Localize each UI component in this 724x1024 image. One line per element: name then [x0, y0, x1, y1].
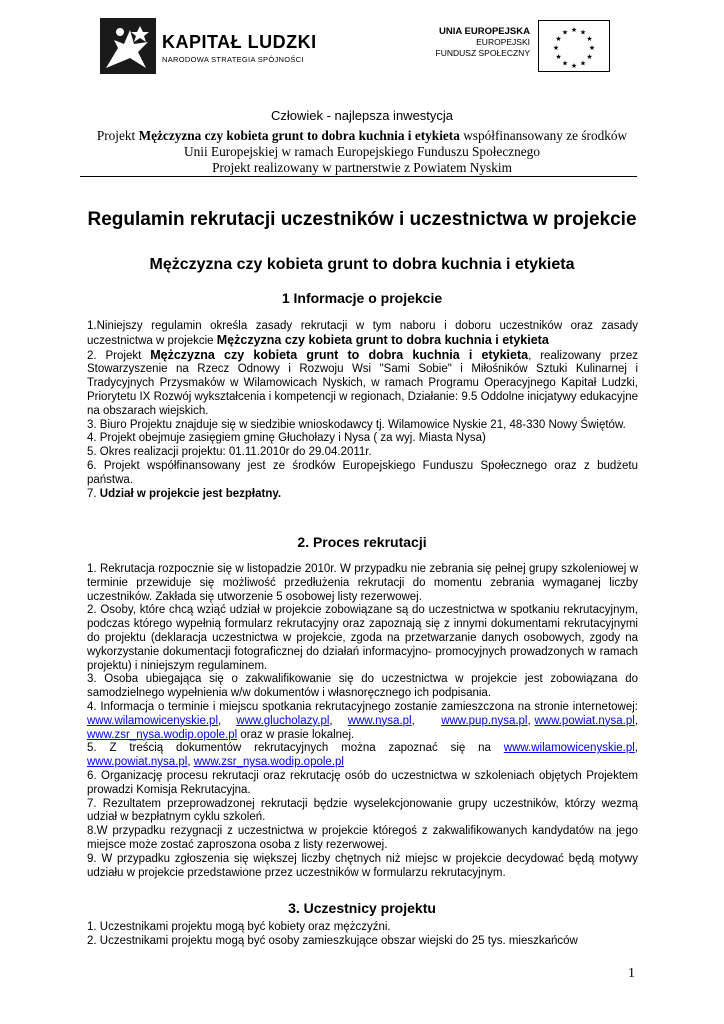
- link-wilamowicenyskie[interactable]: www.wilamowicenyskie.pl: [87, 714, 219, 727]
- section1-item2: [87, 349, 638, 419]
- section2-item8: 8.W przypadku rezygnacji z uczestnictwa w projekcie któregoś z zakwalifikowanych kandydatów na jego miejsce może zostać zaproszona osoba z listy rezerwowej.: [87, 825, 638, 851]
- section1-item7: [87, 488, 638, 502]
- document-title: Regulamin rekrutacji uczestników i uczestnictwa w projekcie: [87, 209, 637, 230]
- section1-item2-post: , realizowany przez Stowarzyszenie na Rzecz Odnowy i Rozwoju Wsi "Sami Sobie" i Miłośników Sztuki Kulinarnej i Tradycyjnych Przysmaków w Wilamowicach Nyskich, w ramach Programu Operacyjnego Kapitał Ludzki, Priorytetu IX Rozwój wykształcenia i kompetencji w regionach, Działanie: 9.5 Oddolne inicjatywy edukacyjne na obszarach wiejskich.: [87, 349, 638, 417]
- section3-item2: 2. Uczestnikami projektu mogą być osoby zamieszkujące obszar wiejski do 25 tys. mieszkańców: [87, 934, 578, 947]
- kapital-ludzki-logo: [100, 18, 330, 74]
- section1-item1: [87, 320, 638, 349]
- project-header-line3: Projekt realizowany w partnerstwie z Powiatem Nyskim: [212, 160, 512, 175]
- section1-body: [87, 320, 638, 501]
- section1-item1-text: 1.Niniejszy regulamin określa zasady rekrutacji w tym naboru i doboru uczestników oraz zasady uczestnictwa w projekcie: [87, 320, 638, 347]
- section2-heading: 2. Proces rekrutacji: [297, 534, 427, 550]
- svg-text:★: ★: [561, 59, 569, 68]
- section1-item7-pre: 7.: [87, 487, 100, 500]
- section2-item4-pre: 4. Informacja o terminie i miejscu spotkania rekrutacyjnego zostanie zamieszczona na stronie internetowej:: [87, 700, 638, 713]
- link-wilamowicenyskie-2[interactable]: www.wilamowicenyskie.pl: [503, 742, 635, 755]
- svg-text:★: ★: [570, 26, 578, 34]
- link-zsr-nysa[interactable]: www.zsr_nysa.wodip.opole.pl: [87, 728, 238, 741]
- svg-text:★: ★: [570, 62, 578, 70]
- project-header-post: współfinansowany ze środków: [459, 128, 628, 143]
- eu-logo-text: [436, 26, 530, 59]
- svg-text:★: ★: [588, 44, 596, 52]
- link-pup-nysa[interactable]: www.pup.nysa.pl: [441, 714, 528, 727]
- section3-item1: 1. Uczestnikami projektu mogą być kobiety oraz mężczyźni.: [87, 921, 391, 933]
- section2-item6: 6. Organizację procesu rekrutacji oraz rekrutację osób do uczestnictwa w szkoleniach objętych Projektem prowadzi Komisja Rekrutacyjna.: [87, 769, 638, 796]
- section2-item5: 5. Z treścią dokumentów rekrutacyjnych można zapoznać się na www.wilamowicenyskie.pl, www.powiat.nysa.pl, www.zsr_nysa.wodip.opole.pl: [87, 742, 638, 769]
- section2-item3: 3. Osoba ubiegająca się o zakwalifikowanie się do uczestnictwa w projekcie jest zobowiązana do samodzielnego wypełnienia w/w dokumentów i własnoręcznego ich podpisania.: [87, 673, 638, 700]
- eu-logo-line3: FUNDUSZ SPOŁECZNY: [435, 48, 530, 58]
- eu-logo-line1: UNIA EUROPEJSKA: [439, 26, 530, 37]
- section2-item4: 4. Informacja o terminie i miejscu spotkania rekrutacyjnego zostanie zamieszczona na stronie internetowej: www.wilamowicenyskie.pl, www.glucholazy.pl, www.nysa.pl, www.pup.nysa.pl, www.powiat.nysa.pl, www.zsr_nysa.wodip.opole.pl oraz w prasie lokalnej.: [87, 700, 639, 741]
- svg-text:★: ★: [586, 53, 593, 61]
- section3-heading: 3. Uczestnicy projektu: [288, 900, 436, 916]
- svg-text:★: ★: [579, 28, 587, 37]
- section2-item5-pre: 5. Z treścią dokumentów rekrutacyjnych można zapoznać się na: [87, 742, 504, 755]
- project-header-pre: Projekt: [96, 128, 139, 143]
- project-header: [80, 128, 644, 176]
- link-powiat-nysa[interactable]: www.powiat.nysa.pl: [534, 714, 635, 727]
- section2-item9: 9. W przypadku zgłoszenia się większej liczby chętnych niż miejsc w projekcie decydować będą motywy udziału w projekcie przedstawione przez uczestników w formularzu rekrutacyjnym.: [87, 852, 638, 879]
- link-powiat-nysa-2[interactable]: www.powiat.nysa.pl: [87, 756, 188, 769]
- section1-item1-project-name: Mężczyzna czy kobieta grunt to dobra kuchnia i etykieta: [216, 332, 549, 347]
- project-header-name: Mężczyzna czy kobieta grunt to dobra kuchnia i etykieta: [138, 128, 460, 143]
- section1-item7-bold: Udział w projekcie jest bezpłatny.: [99, 487, 282, 500]
- project-header-line2: Unii Europejskiej w ramach Europejskiego Funduszu Społecznego: [184, 144, 540, 159]
- section1-item3: 3. Biuro Projektu znajduje się w siedzibie wnioskodawcy tj. Wilamowice Nyskie 21, 48-330 Nowy Świętów.: [87, 418, 626, 431]
- svg-text:★: ★: [555, 35, 562, 43]
- document-subtitle: Mężczyzna czy kobieta grunt to dobra kuchnia i etykieta: [149, 256, 575, 273]
- eu-logo: [420, 20, 610, 72]
- section1-item4: 4. Projekt obejmuje zasięgiem gminę Głuchołazy i Nysa ( za wyj. Miasta Nysa): [87, 432, 486, 445]
- section2-body: [87, 563, 638, 880]
- kapital-ludzki-subtitle: NARODOWA STRATEGIA SPÓJNOŚCI: [162, 55, 304, 64]
- section3-body: [87, 921, 638, 949]
- header-divider: [80, 176, 637, 177]
- section1-item5: 5. Okres realizacji projektu: 01.11.2010r do 29.04.2011r.: [87, 446, 372, 459]
- motto: Człowiek - najlepsza inwestycja: [270, 108, 454, 123]
- svg-text:★: ★: [561, 28, 569, 37]
- eu-logo-line2: EUROPEJSKI: [476, 37, 530, 47]
- page-number: 1: [628, 966, 635, 981]
- svg-text:★: ★: [552, 44, 560, 52]
- section2-item1: 1. Rekrutacja rozpocznie się w listopadzie 2010r. W przypadku nie zebrania się pełnej grupy szkoleniowej w terminie przewiduje się możliwość przedłużenia rekrutacji do momentu zebrania wymaganej liczby uczestników. Zakłada się utworzenie 5 osobowej listy rezerwowej.: [87, 563, 638, 603]
- section1-item6: 6. Projekt współfinansowany jest ze środków Europejskiego Funduszu Społecznego oraz z budżetu państwa.: [87, 459, 638, 486]
- section1-item2-pre: 2. Projekt: [87, 349, 151, 362]
- kapital-ludzki-title: KAPITAŁ LUDZKI: [162, 32, 317, 52]
- link-nysa[interactable]: www.nysa.pl: [347, 714, 412, 727]
- section2-item2: 2. Osoby, które chcą wziąć udział w projekcie zobowiązane są do uczestnictwa w spotkaniu rekrutacyjnym, podczas którego wypełnią formularz rekrutacyjny oraz zapoznają się z innymi dokumentami rekrutacyjnymi do projektu (deklaracja uczestnictwa w projekcie, zgoda na przetwarzanie danych osobowych, zgody na wykorzystanie dokumentacji fotograficznej do działań informacyjno- promocyjnych prowadzonych w ramach projektu) i niniejszym regulaminem.: [87, 604, 638, 672]
- link-glucholazy[interactable]: www.glucholazy.pl: [236, 714, 330, 727]
- project-header-line1: [80, 128, 644, 144]
- eu-flag-icon: [538, 20, 610, 72]
- section2-item4-post: oraz w prasie lokalnej.: [237, 728, 355, 741]
- link-zsr-nysa-2[interactable]: www.zsr_nysa.wodip.opole.pl: [193, 756, 344, 769]
- kapital-ludzki-emblem-icon: [100, 18, 156, 74]
- svg-text:★: ★: [579, 59, 587, 68]
- section2-item7: 7. Rezultatem przeprowadzonej rekrutacji będzie wyselekcjonowanie grupy uczestników, którzy wezmą udział w bezpłatnym cyklu szkoleń.: [87, 797, 638, 824]
- svg-text:★: ★: [555, 53, 562, 61]
- section1-heading: 1 Informacje o projekcie: [281, 290, 443, 306]
- svg-text:★: ★: [586, 35, 593, 43]
- section1-item2-project-name: Mężczyzna czy kobieta grunt to dobra kuchnia i etykieta: [150, 347, 529, 362]
